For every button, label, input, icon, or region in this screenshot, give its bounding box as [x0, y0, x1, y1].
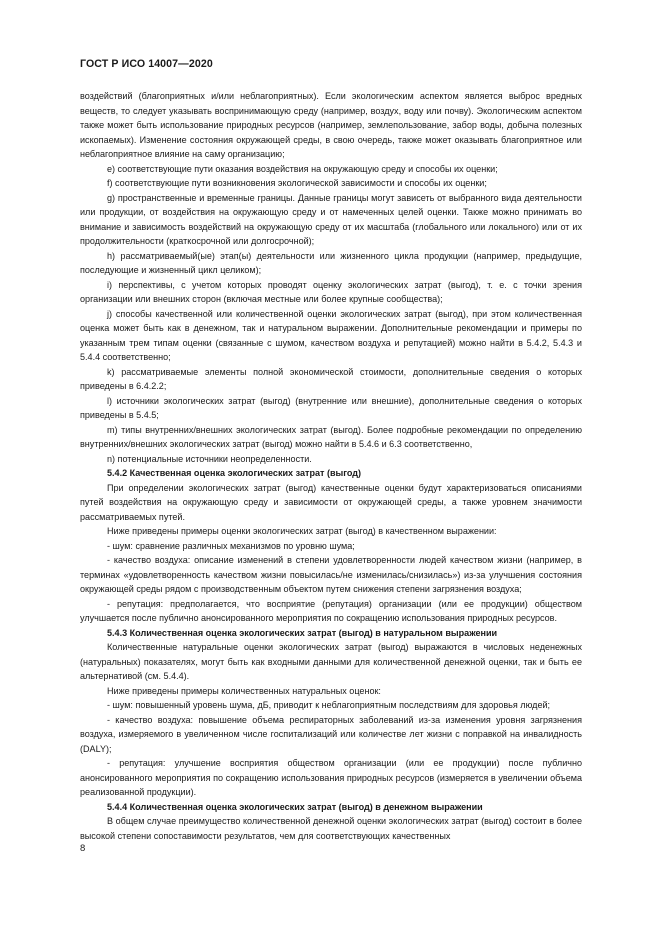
list-item-n: n) потенциальные источники неопределенности. [107, 453, 312, 464]
paragraph: Ниже приведены примеры количественных натуральных оценок: [107, 685, 381, 696]
list-item: - репутация: улучшение восприятия обществом организации (или ее продукции) после публично анонсированного мероприятия по сокращению использования природных ресурсов (измеряется в увеличении объема реализованной продукции). [80, 758, 582, 797]
paragraph: В общем случае преимущество количественной денежной оценки экологических затрат (выгод) состоит в более высокой степени сопоставимости результатов, чем для соответствующих качественных [80, 816, 582, 841]
list-item-g: g) пространственные и временные границы. Данные границы могут зависеть от выбранного вида деятельности или продукции, от воздействия на окружающую среду и от намеченных целей оценки. Также можно принимать во внимание и зависимость воздействий на окружающую среду от их масштаба (глобального или локального) или от их продолжительности (краткосрочной или долгосрочной); [80, 192, 582, 246]
list-item: - репутация: предполагается, что восприятие (репутация) организации (или ее продукции) обществом улучшается после публично анонсированного мероприятия по сокращению использования природных ресурсов. [80, 598, 582, 623]
document-header: ГОСТ Р ИСО 14007—2020 [80, 58, 213, 70]
page-number: 8 [80, 843, 86, 854]
section-heading: 5.4.2 Качественная оценка экологических затрат (выгод) [107, 468, 362, 478]
list-item-h: h) рассматриваемый(ые) этап(ы) деятельности или жизненного цикла продукции (например, предыдущие, последующие и жизненный цикл целиком); [80, 250, 582, 275]
document-body [80, 89, 582, 843]
list-item: - шум: сравнение различных механизмов по уровню шума; [107, 540, 355, 551]
list-item-f: f) соответствующие пути возникновения экологической зависимости и способы их оценки; [107, 178, 487, 188]
list-item-e: e) соответствующие пути оказания воздействия на окружающую среду и способы их оценки; [107, 163, 498, 174]
paragraph: воздействий (благоприятных и/или неблагоприятных). Если экологическим аспектом является выброс вредных веществ, то следует указывать воспринимающую среду (например, воздух, воду или почву). Экологическим аспектом также может быть использование природных ресурсов (например, землепользование, забор воды, добыча полезных ископаемых). Изменение состояния окружающей среды, в свою очередь, также может оказывать благоприятное или неблагоприятное влияние на саму организацию; [80, 91, 582, 159]
list-item-i: i) перспективы, с учетом которых проводят оценку экологических затрат (выгод), т. е. с точки зрения организации или внешних сторон (включая местные или более крупные сообщества); [80, 279, 582, 304]
paragraph: Ниже приведены примеры оценки экологических затрат (выгод) в качественном выражении: [107, 526, 497, 536]
list-item-l: l) источники экологических затрат (выгод) (внутренние или внешние), дополнительные сведения о которых приведены в 5.4.5; [80, 395, 582, 420]
paragraph: При определении экологических затрат (выгод) качественные оценки будут характеризоваться описаниями путей воздействия на окружающую среду и зависимости от окружающей среды, а также уровнем значимости рассматриваемых путей. [80, 482, 582, 522]
section-heading: 5.4.4 Количественная оценка экологических затрат (выгод) в денежном выражении [107, 801, 483, 812]
list-item: - качество воздуха: описание изменений в степени удовлетворенности людей качеством жизни (например, в терминах «удовлетворенность качеством жизни повысилась/не изменилась/снизилась») из-за улучшения состояния окружающей среды рядом с производственным объектом путем снижения степени загрязнения воздуха; [80, 555, 582, 594]
list-item-j: j) способы качественной или количественной оценки экологических затрат (выгод), при этом количественная оценка может быть как в денежном, так и натуральном выражении. Дополнительные рекомендации и примеры по указанным трем типам оценки (связанные с шумом, качеством воздуха и репутацией) можно найти в 5.4.2, 5.4.3 и 5.4.4 соответственно; [80, 308, 582, 362]
list-item: - качество воздуха: повышение объема респираторных заболеваний из-за изменения уровня загрязнения воздуха, измеряемого в увеличенном числе госпитализаций или количестве лет жизни с поправкой на инвалидность (DALY); [80, 714, 582, 754]
paragraph: Количественные натуральные оценки экологических затрат (выгод) выражаются в числовых неденежных (натуральных) показателях, могут быть как входными данными для количественной денежной оценки, так и быть ее альтернативой (см. 5.4.4). [80, 642, 582, 681]
list-item: - шум: повышенный уровень шума, дБ, приводит к неблагоприятным последствиям для здоровья людей; [107, 700, 551, 710]
list-item-m: m) типы внутренних/внешних экологических затрат (выгод). Более подробные рекомендации по определению внутренних/внешних экологических затрат (выгод) можно найти в 5.4.6 и 6.3 соответственно, [80, 424, 582, 449]
list-item-k: k) рассматриваемые элементы полной экономической стоимости, дополнительные сведения о которых приведены в 6.4.2.2; [80, 366, 582, 391]
section-heading: 5.4.3 Количественная оценка экологических затрат (выгод) в натуральном выражении [107, 627, 498, 638]
